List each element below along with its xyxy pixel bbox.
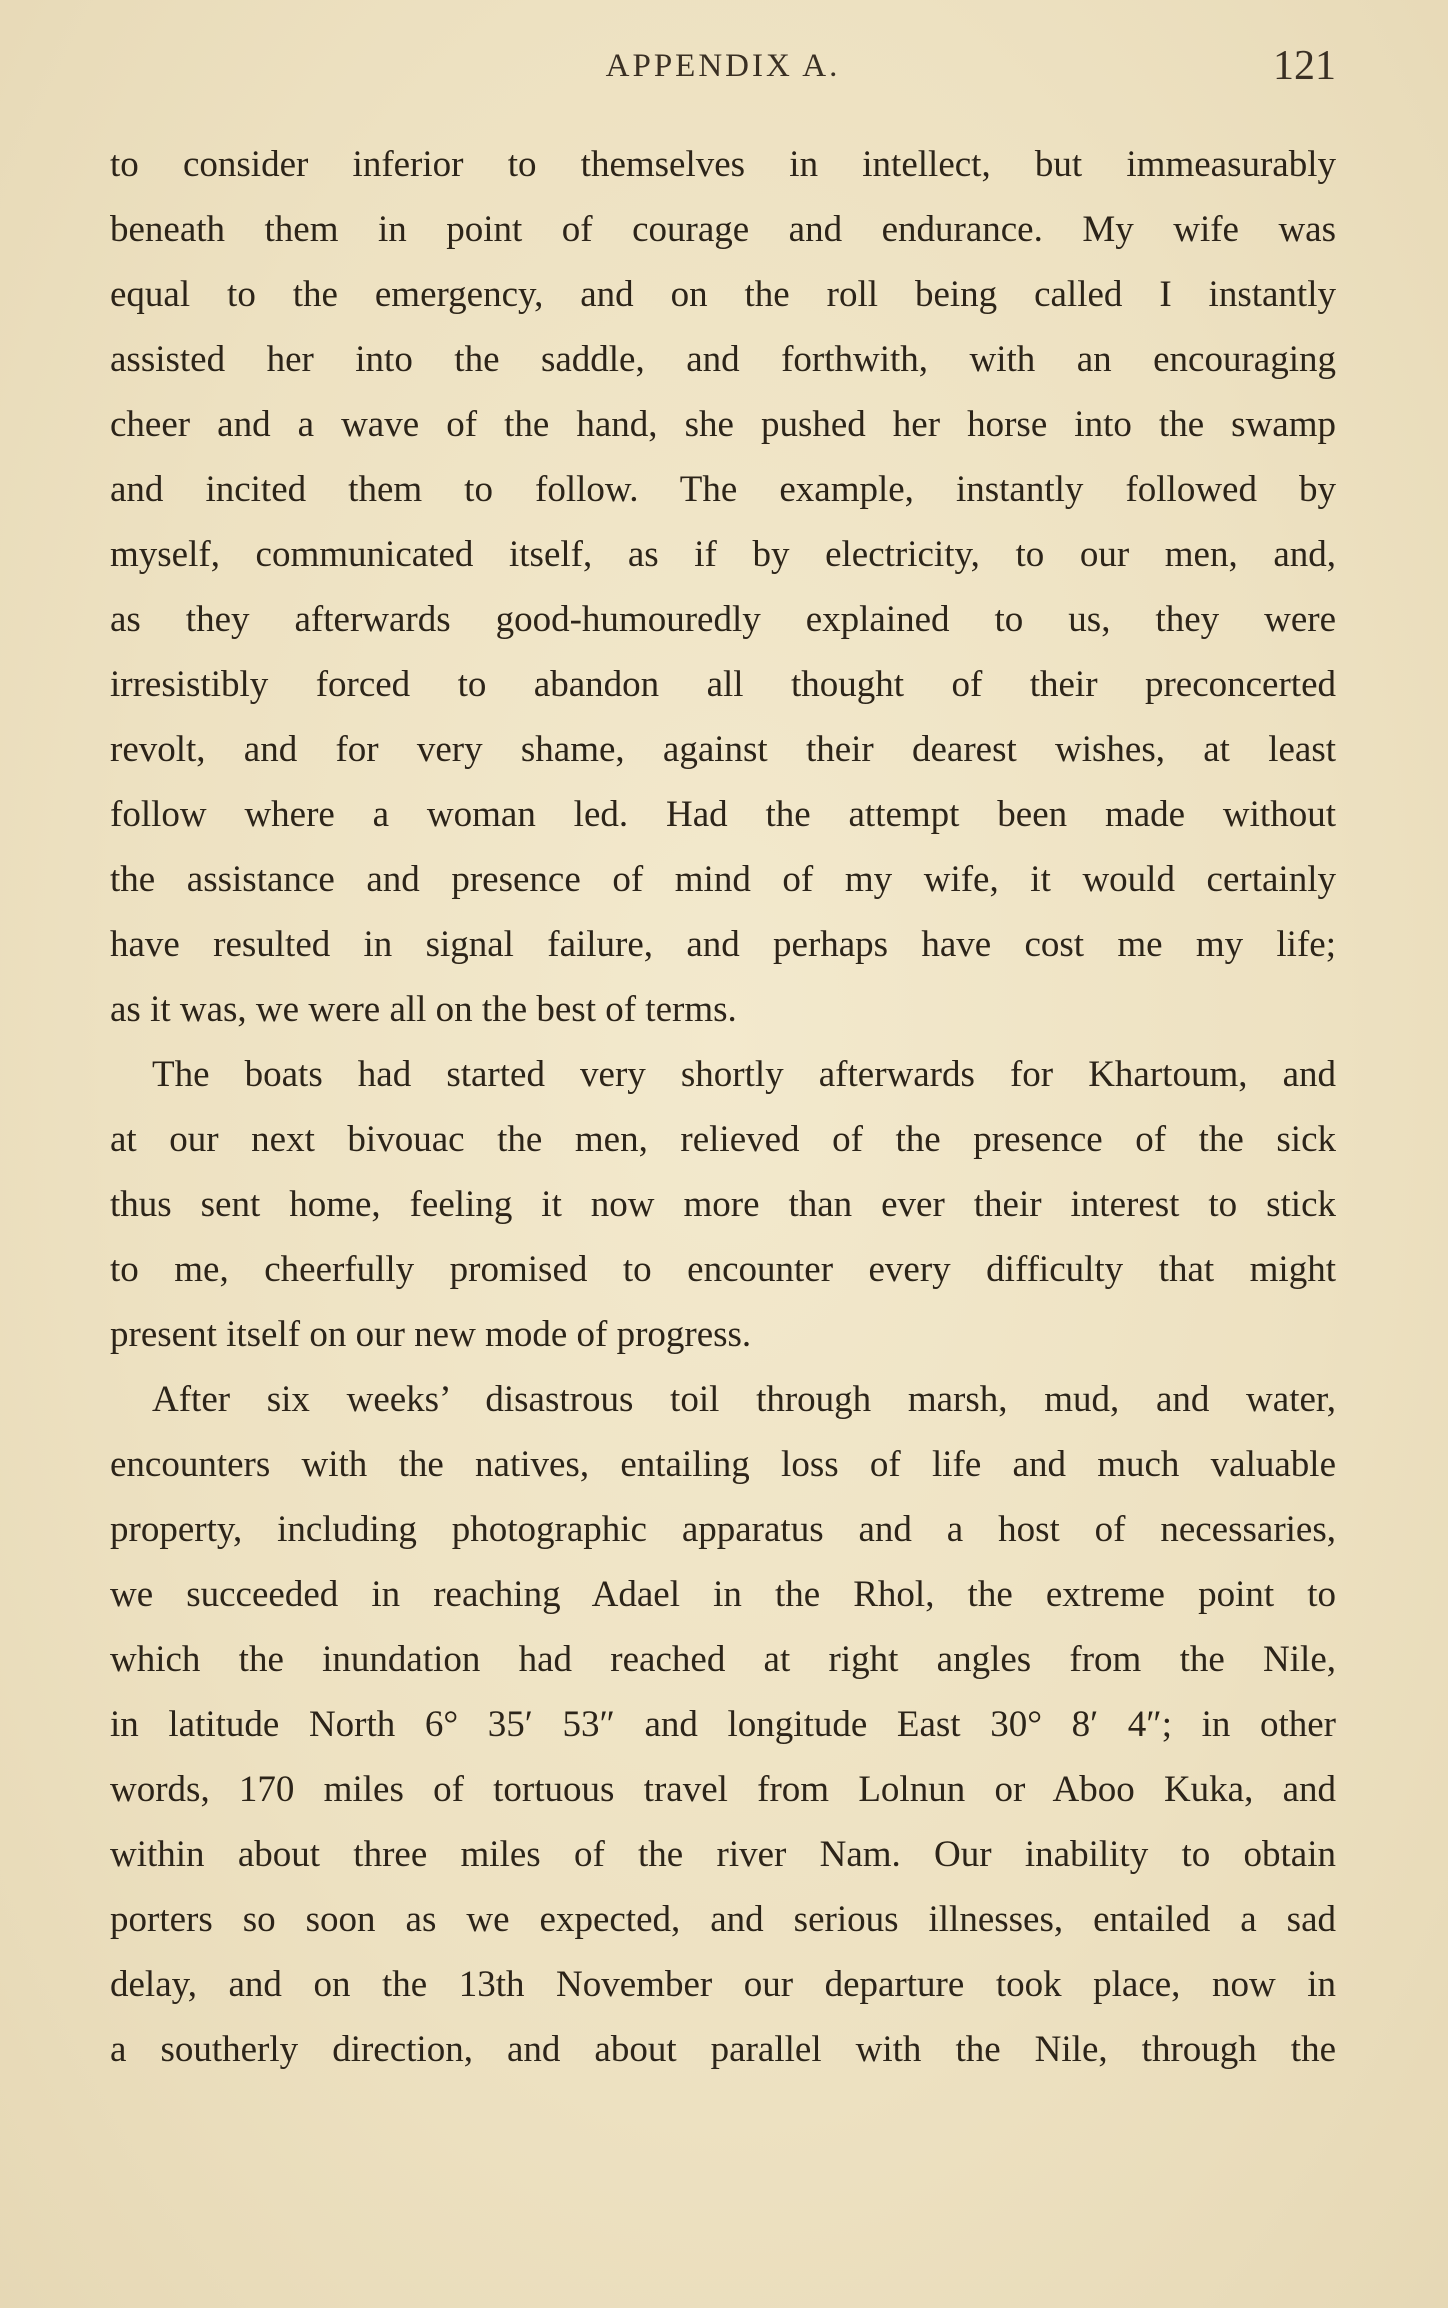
text-line: beneath them in point of courage and endurance. My wife was xyxy=(110,209,1336,250)
text-line: myself, communicated itself, as if by electricity, to our men, and, xyxy=(110,534,1336,575)
text-line: as they afterwards good-humouredly explained to us, they were xyxy=(110,599,1336,640)
text-line: encounters with the natives, entailing loss of life and much valuable xyxy=(110,1444,1336,1485)
body-text xyxy=(110,132,1336,2082)
text-line: and incited them to follow. The example, instantly followed by xyxy=(110,469,1336,510)
page-number: 121 xyxy=(1273,43,1336,89)
text-line: property, including photographic apparatus and a host of necessaries, xyxy=(110,1509,1336,1550)
text-line: revolt, and for very shame, against their dearest wishes, at least xyxy=(110,729,1336,770)
text-line: equal to the emergency, and on the roll being called I instantly xyxy=(110,274,1336,315)
text-line: a southerly direction, and about parallel with the Nile, through the xyxy=(110,2029,1336,2070)
text-line: to me, cheerfully promised to encounter every difficulty that might xyxy=(110,1249,1336,1290)
text-line: as it was, we were all on the best of terms. xyxy=(110,989,737,1030)
text-line: The boats had started very shortly afterwards for Khartoum, and xyxy=(152,1054,1336,1095)
text-line: the assistance and presence of mind of my wife, it would certainly xyxy=(110,859,1336,900)
text-line: After six weeks’ disastrous toil through marsh, mud, and water, xyxy=(152,1379,1336,1420)
text-line: assisted her into the saddle, and forthwith, with an encouraging xyxy=(110,339,1336,380)
text-line: irresistibly forced to abandon all thought of their preconcerted xyxy=(110,664,1336,705)
running-head xyxy=(110,43,1336,98)
text-line: in latitude North 6° 35′ 53″ and longitude East 30° 8′ 4″; in other xyxy=(110,1704,1336,1745)
running-title: APPENDIX A. xyxy=(605,48,841,84)
text-line: to consider inferior to themselves in intellect, but immeasurably xyxy=(110,144,1336,185)
text-line: thus sent home, feeling it now more than ever their interest to stick xyxy=(110,1184,1336,1225)
text-line: present itself on our new mode of progress. xyxy=(110,1314,752,1355)
text-line: have resulted in signal failure, and perhaps have cost me my life; xyxy=(110,924,1336,965)
text-line: cheer and a wave of the hand, she pushed her horse into the swamp xyxy=(110,404,1336,445)
text-line: we succeeded in reaching Adael in the Rhol, the extreme point to xyxy=(110,1574,1336,1615)
text-line: porters so soon as we expected, and serious illnesses, entailed a sad xyxy=(110,1899,1336,1940)
text-line: within about three miles of the river Nam. Our inability to obtain xyxy=(110,1834,1336,1875)
text-line: which the inundation had reached at right angles from the Nile, xyxy=(110,1639,1336,1680)
text-line: follow where a woman led. Had the attempt been made without xyxy=(110,794,1336,835)
text-line: delay, and on the 13th November our departure took place, now in xyxy=(110,1964,1336,2005)
text-line: at our next bivouac the men, relieved of the presence of the sick xyxy=(110,1119,1336,1160)
text-line: words, 170 miles of tortuous travel from Lolnun or Aboo Kuka, and xyxy=(110,1769,1336,1810)
